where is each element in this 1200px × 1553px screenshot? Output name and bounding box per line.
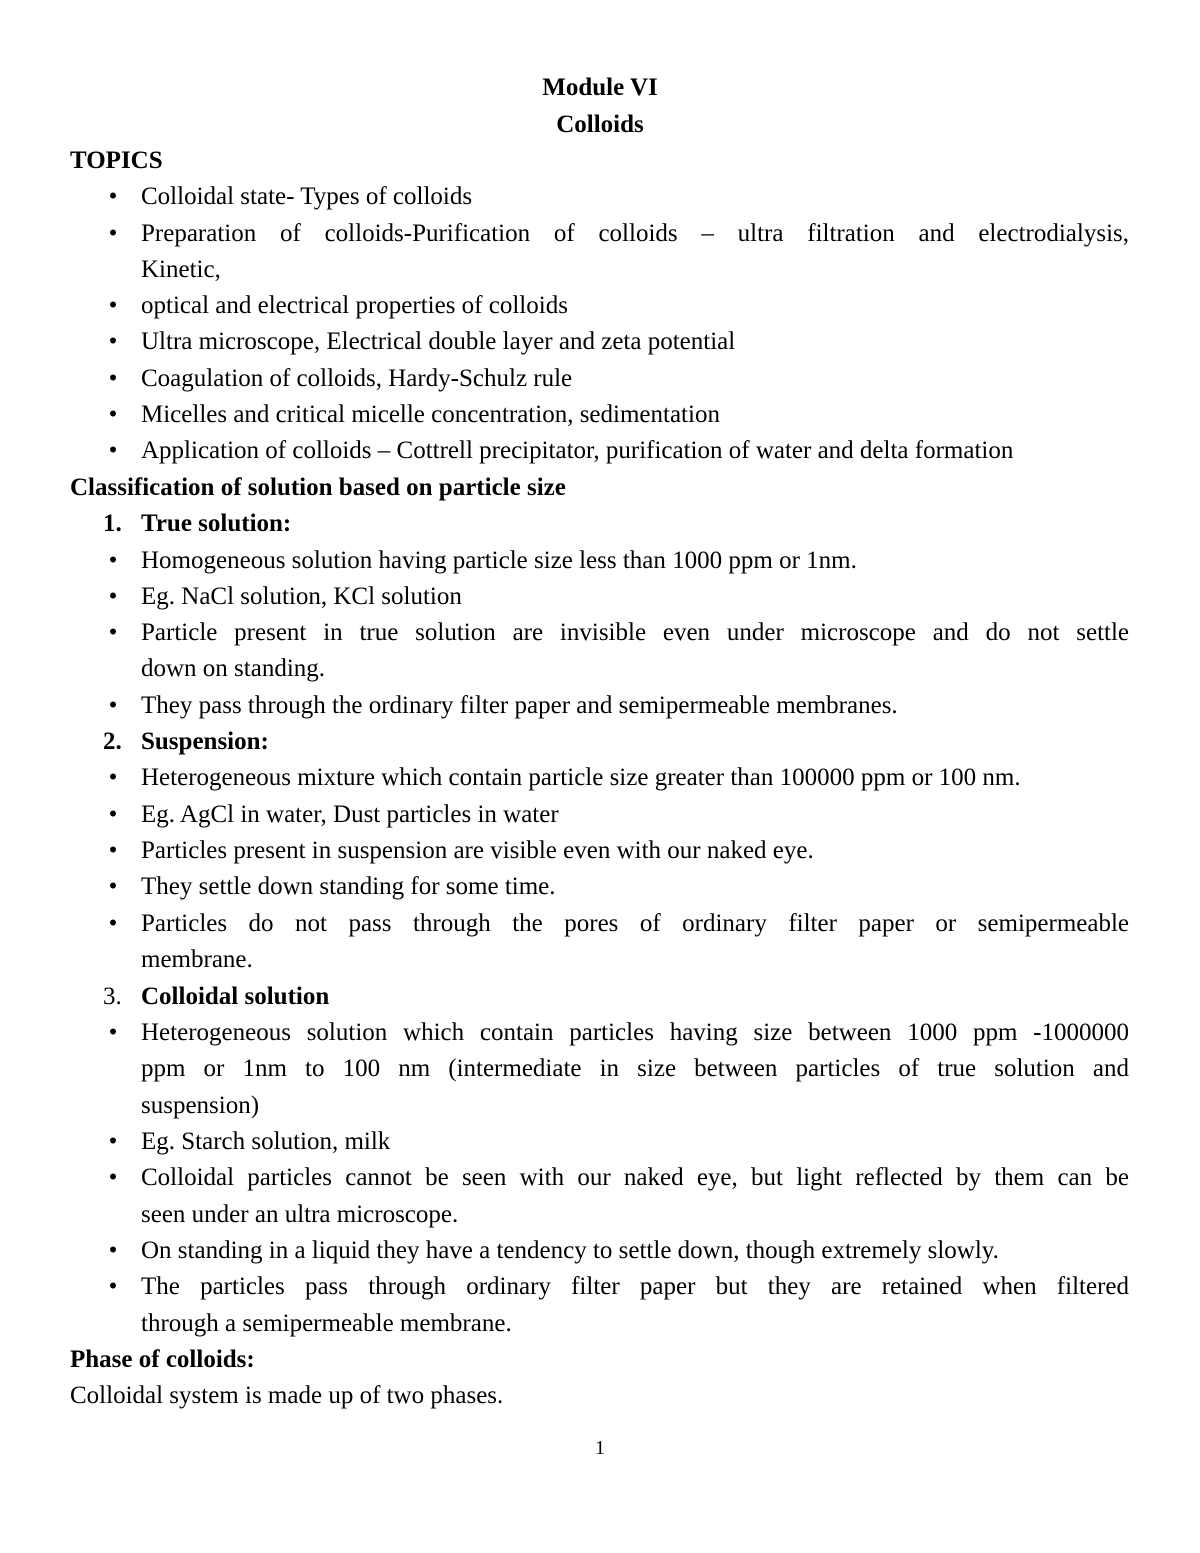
bullet: • xyxy=(108,801,118,828)
bullet: • xyxy=(108,692,118,719)
section-number: 3. xyxy=(103,983,122,1010)
page-number: 1 xyxy=(595,1437,605,1459)
list-item: Particles do not pass through the pores of ordinary filter paper or semipermeable xyxy=(141,910,1129,937)
list-item-continuation: suspension) xyxy=(141,1092,260,1119)
list-item: Micelles and critical micelle concentration, sedimentation xyxy=(141,401,720,428)
bullet: • xyxy=(108,292,118,319)
section-title-colloidal-solution: Colloidal solution xyxy=(141,983,330,1010)
list-item: Ultra microscope, Electrical double layer and zeta potential xyxy=(141,328,736,355)
bullet: • xyxy=(108,1128,118,1155)
list-item: Heterogeneous mixture which contain particle size greater than 100000 ppm or 100 nm. xyxy=(141,764,1021,791)
bullet: • xyxy=(108,365,118,392)
list-item: Colloidal particles cannot be seen with our naked eye, but light reflected by them can be xyxy=(141,1164,1129,1191)
list-item-continuation: down on standing. xyxy=(141,655,326,682)
module-title: Module VI xyxy=(542,74,658,101)
list-item: Eg. Starch solution, milk xyxy=(141,1128,391,1155)
page-title: Colloids xyxy=(556,111,644,138)
list-item: Preparation of colloids-Purification of colloids – ultra filtration and electrodialysis, xyxy=(141,220,1129,247)
bullet: • xyxy=(108,1273,118,1300)
bullet: • xyxy=(108,401,118,428)
phase-heading: Phase of colloids: xyxy=(70,1346,255,1373)
list-item-continuation: ppm or 1nm to 100 nm (intermediate in size between particles of true solution and xyxy=(141,1055,1129,1082)
list-item: The particles pass through ordinary filter paper but they are retained when filtered xyxy=(141,1273,1129,1300)
bullet: • xyxy=(108,220,118,247)
bullet: • xyxy=(108,437,118,464)
list-item: Colloidal state- Types of colloids xyxy=(141,183,473,210)
list-item: On standing in a liquid they have a tendency to settle down, though extremely slowly. xyxy=(141,1237,999,1264)
list-item-continuation: Kinetic, xyxy=(141,256,221,283)
list-item: They settle down standing for some time. xyxy=(141,873,556,900)
list-item-continuation: membrane. xyxy=(141,946,253,973)
bullet: • xyxy=(108,1237,118,1264)
bullet: • xyxy=(108,183,118,210)
bullet: • xyxy=(108,1164,118,1191)
section-title-true-solution: True solution: xyxy=(141,510,292,537)
list-item-continuation: seen under an ultra microscope. xyxy=(141,1201,459,1228)
list-item: optical and electrical properties of colloids xyxy=(141,292,568,319)
section-number: 2. xyxy=(103,728,122,755)
bullet: • xyxy=(108,837,118,864)
section-number: 1. xyxy=(103,510,122,537)
bullet: • xyxy=(108,619,118,646)
list-item: Coagulation of colloids, Hardy-Schulz rule xyxy=(141,365,573,392)
list-item: Particles present in suspension are visible even with our naked eye. xyxy=(141,837,814,864)
phase-text: Colloidal system is made up of two phases. xyxy=(70,1382,504,1409)
classification-heading: Classification of solution based on particle size xyxy=(70,474,566,501)
bullet: • xyxy=(108,1019,118,1046)
list-item: Application of colloids – Cottrell precipitator, purification of water and delta formation xyxy=(141,437,1014,464)
list-item: They pass through the ordinary filter paper and semipermeable membranes. xyxy=(141,692,898,719)
list-item: Heterogeneous solution which contain particles having size between 1000 ppm -1000000 xyxy=(141,1019,1129,1046)
bullet: • xyxy=(108,910,118,937)
section-title-suspension: Suspension: xyxy=(141,728,269,755)
bullet: • xyxy=(108,547,118,574)
list-item: Eg. NaCl solution, KCl solution xyxy=(141,583,462,610)
bullet: • xyxy=(108,873,118,900)
topics-heading: TOPICS xyxy=(70,147,163,174)
list-item-continuation: through a semipermeable membrane. xyxy=(141,1310,512,1337)
bullet: • xyxy=(108,583,118,610)
list-item: Homogeneous solution having particle size less than 1000 ppm or 1nm. xyxy=(141,547,857,574)
bullet: • xyxy=(108,764,118,791)
bullet: • xyxy=(108,328,118,355)
list-item: Particle present in true solution are invisible even under microscope and do not settle xyxy=(141,619,1129,646)
list-item: Eg. AgCl in water, Dust particles in water xyxy=(141,801,559,828)
